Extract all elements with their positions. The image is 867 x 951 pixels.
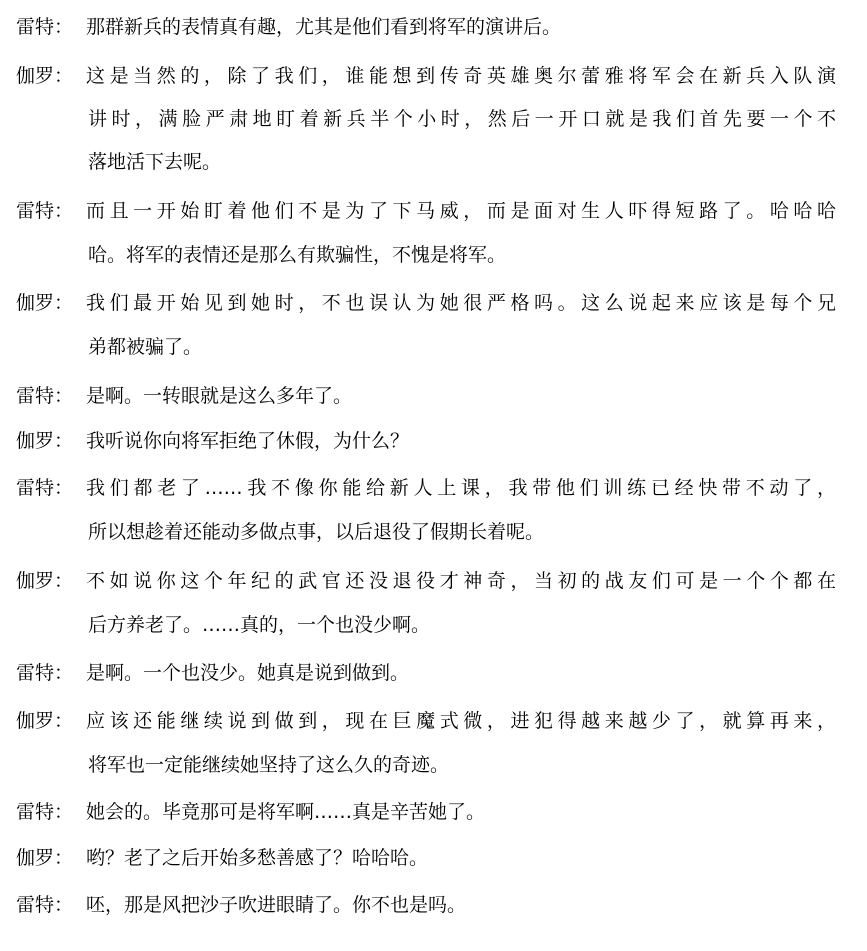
dialogue-text: 弟都被骗了。 xyxy=(88,336,203,358)
speaker-label: 伽罗： xyxy=(16,570,74,592)
dialogue-text: 我听说你向将军拒绝了休假，为什么？ xyxy=(86,430,410,452)
speaker-label: 伽罗： xyxy=(16,710,74,732)
dialogue-text: 应该还能继续说到做到，现在巨魔式微，进犯得越来越少了，就算再来， xyxy=(86,710,836,732)
dialogue-text: 我们最开始见到她时，不也误认为她很严格吗。这么说起来应该是每个兄 xyxy=(86,292,836,314)
speaker-label: 雷特： xyxy=(16,385,74,407)
speaker-label: 雷特： xyxy=(16,662,74,684)
speaker-label: 伽罗： xyxy=(16,847,74,869)
dialogue-text: 她会的。毕竟那可是将军啊……真是辛苦她了。 xyxy=(86,801,486,823)
dialogue-text: 那群新兵的表情真有趣，尤其是他们看到将军的演讲后。 xyxy=(86,16,562,38)
speaker-label: 雷特： xyxy=(16,16,74,38)
dialogue-text: 后方养老了。……真的，一个也没少啊。 xyxy=(88,614,431,636)
dialogue-text: 哈。将军的表情还是那么有欺骗性，不愧是将军。 xyxy=(88,244,507,266)
speaker-label: 伽罗： xyxy=(16,430,74,452)
speaker-label: 雷特： xyxy=(16,477,74,499)
speaker-label: 伽罗： xyxy=(16,65,74,87)
dialogue-text: 不如说你这个年纪的武官还没退役才神奇，当初的战友们可是一个个都在 xyxy=(86,570,836,592)
dialogue-text: 所以想趁着还能动多做点事，以后退役了假期长着呢。 xyxy=(88,521,545,543)
speaker-label: 雷特： xyxy=(16,894,74,916)
speaker-label: 伽罗： xyxy=(16,292,74,314)
dialogue-text: 呸，那是风把沙子吹进眼睛了。你不也是吗。 xyxy=(86,894,467,916)
dialogue-text: 是啊。一个也没少。她真是说到做到。 xyxy=(86,662,410,684)
speaker-label: 雷特： xyxy=(16,801,74,823)
dialogue-text: 将军也一定能继续她坚持了这么久的奇迹。 xyxy=(88,754,450,776)
speaker-label: 雷特： xyxy=(16,200,74,222)
dialogue-text: 讲时，满脸严肃地盯着新兵半个小时，然后一开口就是我们首先要一个不 xyxy=(88,108,836,130)
dialogue-text: 这是当然的，除了我们，谁能想到传奇英雄奥尔蕾雅将军会在新兵入队演 xyxy=(86,65,836,87)
dialogue-text: 我们都老了……我不像你能给新人上课，我带他们训练已经快带不动了， xyxy=(86,477,836,499)
dialogue-text: 而且一开始盯着他们不是为了下马威，而是面对生人吓得短路了。哈哈哈 xyxy=(86,200,836,222)
dialogue-text: 哟？老了之后开始多愁善感了？哈哈哈。 xyxy=(86,847,429,869)
dialogue-text: 是啊。一转眼就是这么多年了。 xyxy=(86,385,353,407)
dialogue-text: 落地活下去呢。 xyxy=(88,151,222,173)
